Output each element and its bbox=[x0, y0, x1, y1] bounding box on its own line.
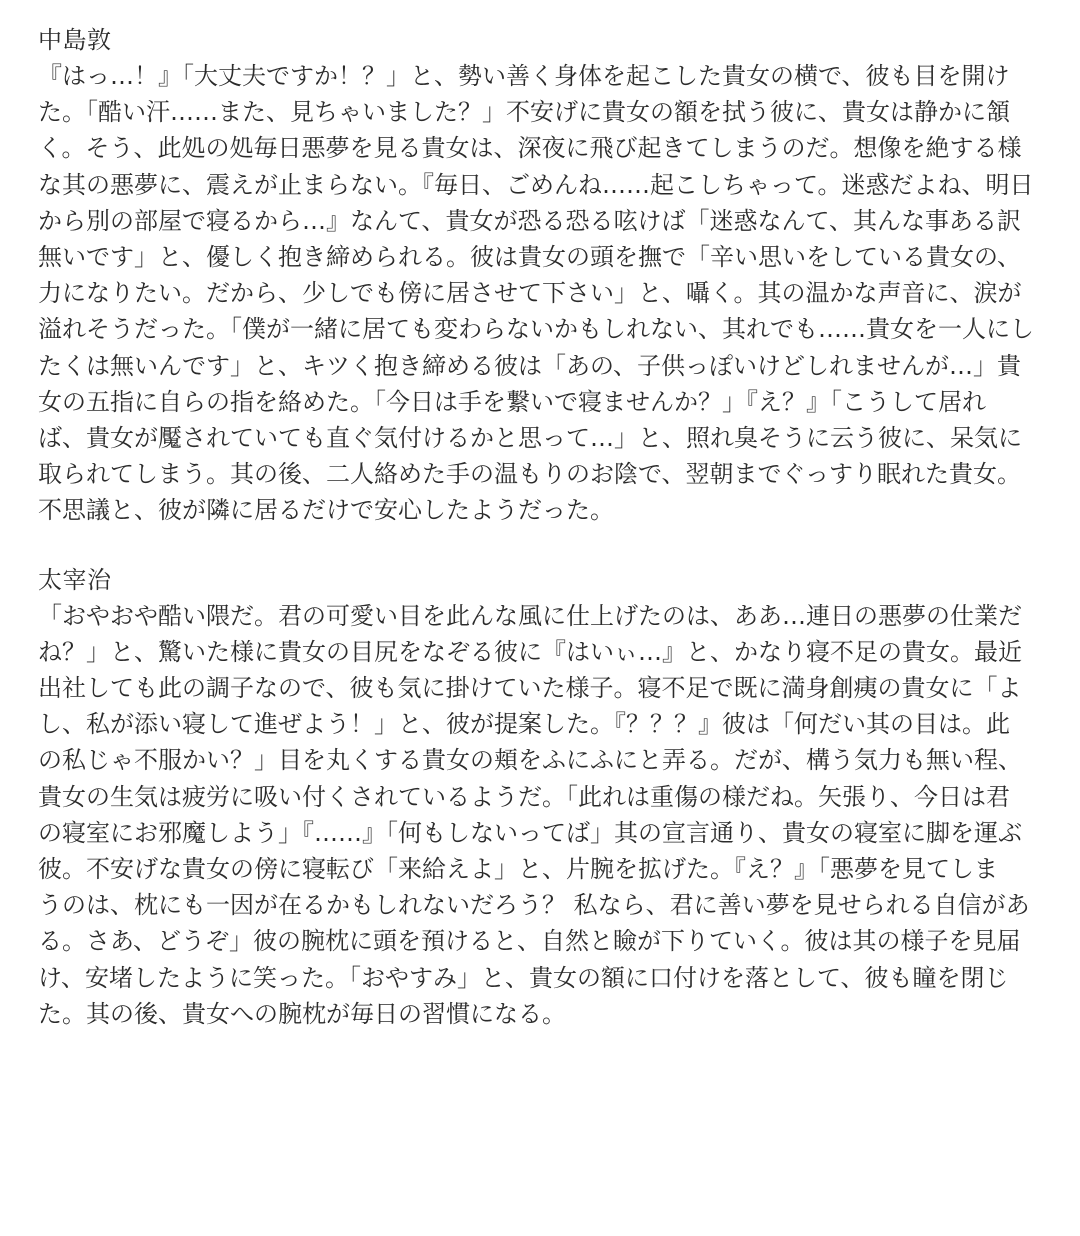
paragraph-line: 取られてしまう。其の後、二人絡めた手の温もりのお陰で、翌朝までぐっすり眠れた貴女。 bbox=[38, 460, 1022, 489]
paragraph-line: な其の悪夢に、震えが止まらない。『毎日、ごめんね……起こしちゃって。迷惑だよね、明日 bbox=[38, 170, 1034, 199]
paragraph-line: た。其の後、貴女への腕枕が毎日の習慣になる。 bbox=[38, 999, 566, 1028]
paragraph-line: 出社しても此の調子なので、彼も気に掛けていた様子。寝不足で既に満身創痍の貴女に「よ bbox=[38, 674, 1022, 703]
paragraph-line: ば、貴女が魘されていても直ぐ気付けるかと思って…」と、照れ臭そうに云う彼に、呆気に bbox=[38, 424, 1022, 453]
section-nakajima bbox=[38, 22, 1080, 529]
paragraph-line: る。さあ、どうぞ」彼の腕枕に頭を預けると、自然と瞼が下りていく。彼は其の様子を見届 bbox=[38, 927, 1021, 956]
paragraph-line: た。「酷い汗……また、見ちゃいました？」不安げに貴女の額を拭う彼に、貴女は静かに頷 bbox=[38, 98, 1010, 127]
paragraph-line: ね？」と、驚いた様に貴女の目尻をなぞる彼に『はいぃ…』と、かなり寝不足の貴女。最近 bbox=[38, 637, 1022, 666]
paragraph-line: 彼。不安げな貴女の傍に寝転び「来給えよ」と、片腕を拡げた。『え？』「悪夢を見てしま bbox=[38, 855, 998, 884]
section-title: 太宰治 bbox=[38, 565, 112, 594]
paragraph-line: 貴女の生気は疲労に吸い付くされているようだ。「此れは重傷の様だね。矢張り、今日は君 bbox=[38, 782, 1010, 811]
paragraph-line: し、私が添い寝して進ぜよう！」と、彼が提案した。『？？？』彼は「何だい其の目は。此 bbox=[38, 710, 1010, 739]
paragraph-line: から別の部屋で寝るから…』なんて、貴女が恐る恐る呟けば「迷惑なんて、其んな事ある訳 bbox=[38, 206, 1022, 235]
paragraph-line: 不思議と、彼が隣に居るだけで安心したようだった。 bbox=[38, 496, 614, 525]
paragraph-line: 無いです」と、優しく抱き締められる。彼は貴女の頭を撫で「辛い思いをしている貴女の、 bbox=[38, 243, 1022, 272]
paragraph-line: く。そう、此処の処毎日悪夢を見る貴女は、深夜に飛び起きてしまうのだ。想像を絶する様 bbox=[38, 134, 1022, 163]
section-title: 中島敦 bbox=[38, 26, 112, 54]
paragraph-line: け、安堵したように笑った。「おやすみ」と、貴女の額に口付けを落として、彼も瞳を閉じ bbox=[38, 963, 1009, 992]
paragraph-line: の私じゃ不服かい？」目を丸くする貴女の頬をふにふにと弄る。だが、構う気力も無い程、 bbox=[38, 746, 1022, 775]
section-dazai bbox=[38, 562, 1080, 1032]
paragraph-line: たくは無いんです」と、キツく抱き締める彼は「あの、子供っぽいけどしれませんが…」貴 bbox=[38, 351, 1022, 380]
paragraph-line: の寝室にお邪魔しよう」『……』「何もしないってば」其の宣言通り、貴女の寝室に脚を運ぶ bbox=[38, 818, 1022, 847]
paragraph-line: 「おやおや酷い隈だ。君の可愛い目を此んな風に仕上げたのは、ああ…連日の悪夢の仕業だ bbox=[38, 601, 1022, 630]
paragraph-line: 『はっ…！』「大丈夫ですか！？」と、勢い善く身体を起こした貴女の横で、彼も目を開け bbox=[38, 62, 1010, 90]
paragraph-line: 力になりたい。だから、少しでも傍に居させて下さい」と、囁く。其の温かな声音に、涙が bbox=[38, 279, 1022, 308]
paragraph-line: 女の五指に自らの指を絡めた。「今日は手を繋いで寝ませんか？」『え？』「こうして居れ bbox=[38, 387, 986, 416]
paragraph-line: うのは、枕にも一因が在るかもしれないだろう？ 私なら、君に善い夢を見せられる自信があ bbox=[38, 891, 1030, 920]
paragraph-line: 溢れそうだった。「僕が一緒に居ても変わらないかもしれない、其れでも……貴女を一人にし bbox=[38, 315, 1034, 344]
